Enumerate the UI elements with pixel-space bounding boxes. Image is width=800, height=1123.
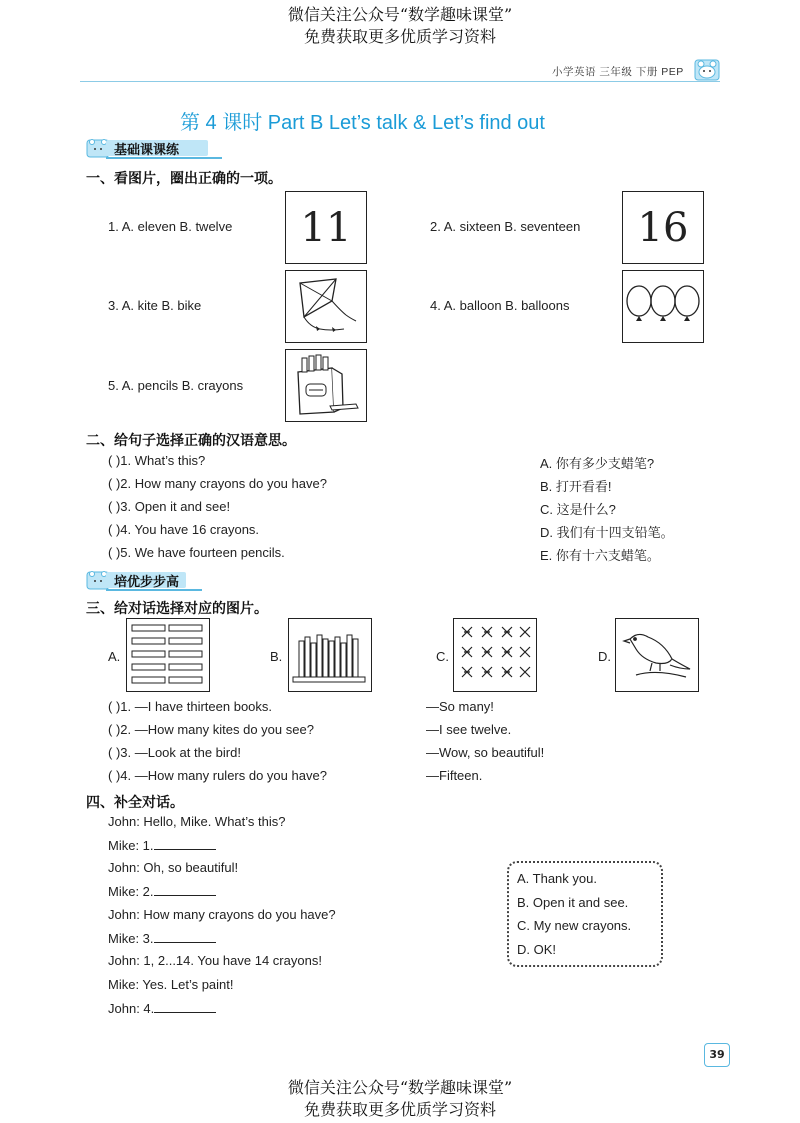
dialog-line-2-text: Mike: 1. [108, 838, 154, 853]
part2-option-e: E. 你有十六支蜡笔。 [540, 548, 660, 563]
subject-tag: 小学英语 三年级 下册 PEP [552, 66, 684, 78]
part2-option-c: C. 这是什么? [540, 502, 616, 517]
answer-blank-2[interactable] [154, 883, 216, 896]
picture-label-a: A. [108, 649, 121, 664]
section-badge-advance [86, 569, 196, 589]
dialog-line-1: John: Hello, Mike. What’s this? [108, 814, 286, 829]
watermark-top [0, 4, 800, 48]
part2-question-3: ( )3. Open it and see! [108, 499, 231, 514]
section-badge-label: 培优步步高 [114, 574, 180, 589]
dialog-line-9-text: John: 4. [108, 1001, 155, 1016]
part1-question-3: 3. A. kite B. bike [108, 298, 202, 313]
answer-options-box [507, 861, 663, 967]
picture-crayons [285, 349, 367, 422]
dialog-line-6 [108, 930, 216, 946]
part2-heading: 二、给句子选择正确的汉语意思。 [86, 432, 296, 448]
dialog-line-4-text: Mike: 2. [108, 884, 154, 899]
part2-option-a: A. 你有多少支蜡笔? [540, 456, 655, 471]
page-number: 39 [704, 1043, 730, 1067]
part1-question-1: 1. A. eleven B. twelve [108, 219, 233, 234]
dialog-line-8: Mike: Yes. Let’s paint! [108, 977, 234, 992]
dialog-line-9 [108, 1000, 216, 1016]
kites-icon [454, 619, 535, 690]
picture-number-16: 16 [622, 191, 704, 264]
picture-label-c: C. [436, 649, 449, 664]
part1-heading: 一、看图片，圈出正确的一项。 [86, 170, 282, 186]
picture-kites [453, 618, 537, 692]
picture-rulers [126, 618, 210, 692]
kite-icon [286, 271, 365, 341]
picture-label-b: B. [270, 649, 283, 664]
header-rule [80, 81, 720, 82]
picture-books [288, 618, 372, 692]
bear-mascot-icon [694, 58, 720, 82]
section-badge-label: 基础课课练 [114, 142, 180, 157]
watermark-line1: 微信关注公众号“数学趣味课堂” [287, 1078, 513, 1097]
answer-option-d: D. OK! [517, 941, 557, 957]
dialog-line-7: John: 1, 2...14. You have 14 crayons! [108, 953, 322, 968]
watermark-line2: 免费获取更多优质学习资料 [303, 27, 496, 46]
part3-dialog-4: ( )4. —How many rulers do you have? [108, 768, 327, 783]
part2-option-b: B. 打开看看! [540, 479, 612, 494]
part3-dialog-2: ( )2. —How many kites do you see? [108, 722, 314, 737]
part1-question-4: 4. A. balloon B. balloons [430, 298, 570, 313]
part3-dialog-1: ( )1. —I have thirteen books. [108, 699, 273, 714]
watermark-bottom [0, 1077, 800, 1121]
part3-reply-4: —Fifteen. [426, 768, 483, 783]
answer-blank-3[interactable] [154, 930, 216, 943]
answer-blank-1[interactable] [154, 837, 216, 850]
part2-question-1: ( )1. What’s this? [108, 453, 206, 468]
part3-reply-1: —So many! [426, 699, 494, 714]
balloons-icon [623, 271, 702, 341]
dialog-line-3: John: Oh, so beautiful! [108, 860, 239, 875]
part4-heading: 四、补全对话。 [86, 794, 184, 810]
part3-reply-2: —I see twelve. [426, 722, 512, 737]
part2-question-5: ( )5. We have fourteen pencils. [108, 545, 285, 560]
part1-question-5: 5. A. pencils B. crayons [108, 378, 244, 393]
picture-label-d: D. [598, 649, 611, 664]
picture-balloons [622, 270, 704, 343]
watermark-line2: 免费获取更多优质学习资料 [303, 1100, 496, 1119]
dialog-line-6-text: Mike: 3. [108, 931, 154, 946]
picture-number-11: 11 [285, 191, 367, 264]
dialog-line-5: John: How many crayons do you have? [108, 907, 336, 922]
lesson-title: 第 4 课时 Part B Let’s talk & Let’s find out [180, 112, 545, 134]
answer-option-c: C. My new crayons. [517, 918, 632, 933]
picture-kite [285, 270, 367, 343]
answer-blank-4[interactable] [154, 1000, 216, 1013]
answer-option-a: A. Thank you. [517, 871, 597, 886]
part3-reply-3: —Wow, so beautiful! [426, 745, 545, 760]
part2-question-2: ( )2. How many crayons do you have? [108, 476, 327, 491]
part3-dialog-3: ( )3. —Look at the bird! [108, 745, 241, 760]
section-badge-basic [86, 137, 216, 157]
crayon-box-icon [286, 350, 365, 420]
part1-question-2: 2. A. sixteen B. seventeen [430, 219, 581, 234]
watermark-line1: 微信关注公众号“数学趣味课堂” [287, 5, 513, 24]
answer-option-b: B. Open it and see. [517, 894, 629, 910]
dialog-line-4 [108, 883, 216, 899]
part2-option-d: D. 我们有十四支铅笔。 [540, 525, 674, 540]
rulers-icon [127, 619, 208, 690]
part3-heading: 三、给对话选择对应的图片。 [86, 600, 268, 616]
books-icon [289, 619, 370, 690]
part2-question-4: ( )4. You have 16 crayons. [108, 522, 260, 537]
picture-bird [615, 618, 699, 692]
bird-icon [616, 619, 697, 690]
dialog-line-2 [108, 837, 216, 853]
